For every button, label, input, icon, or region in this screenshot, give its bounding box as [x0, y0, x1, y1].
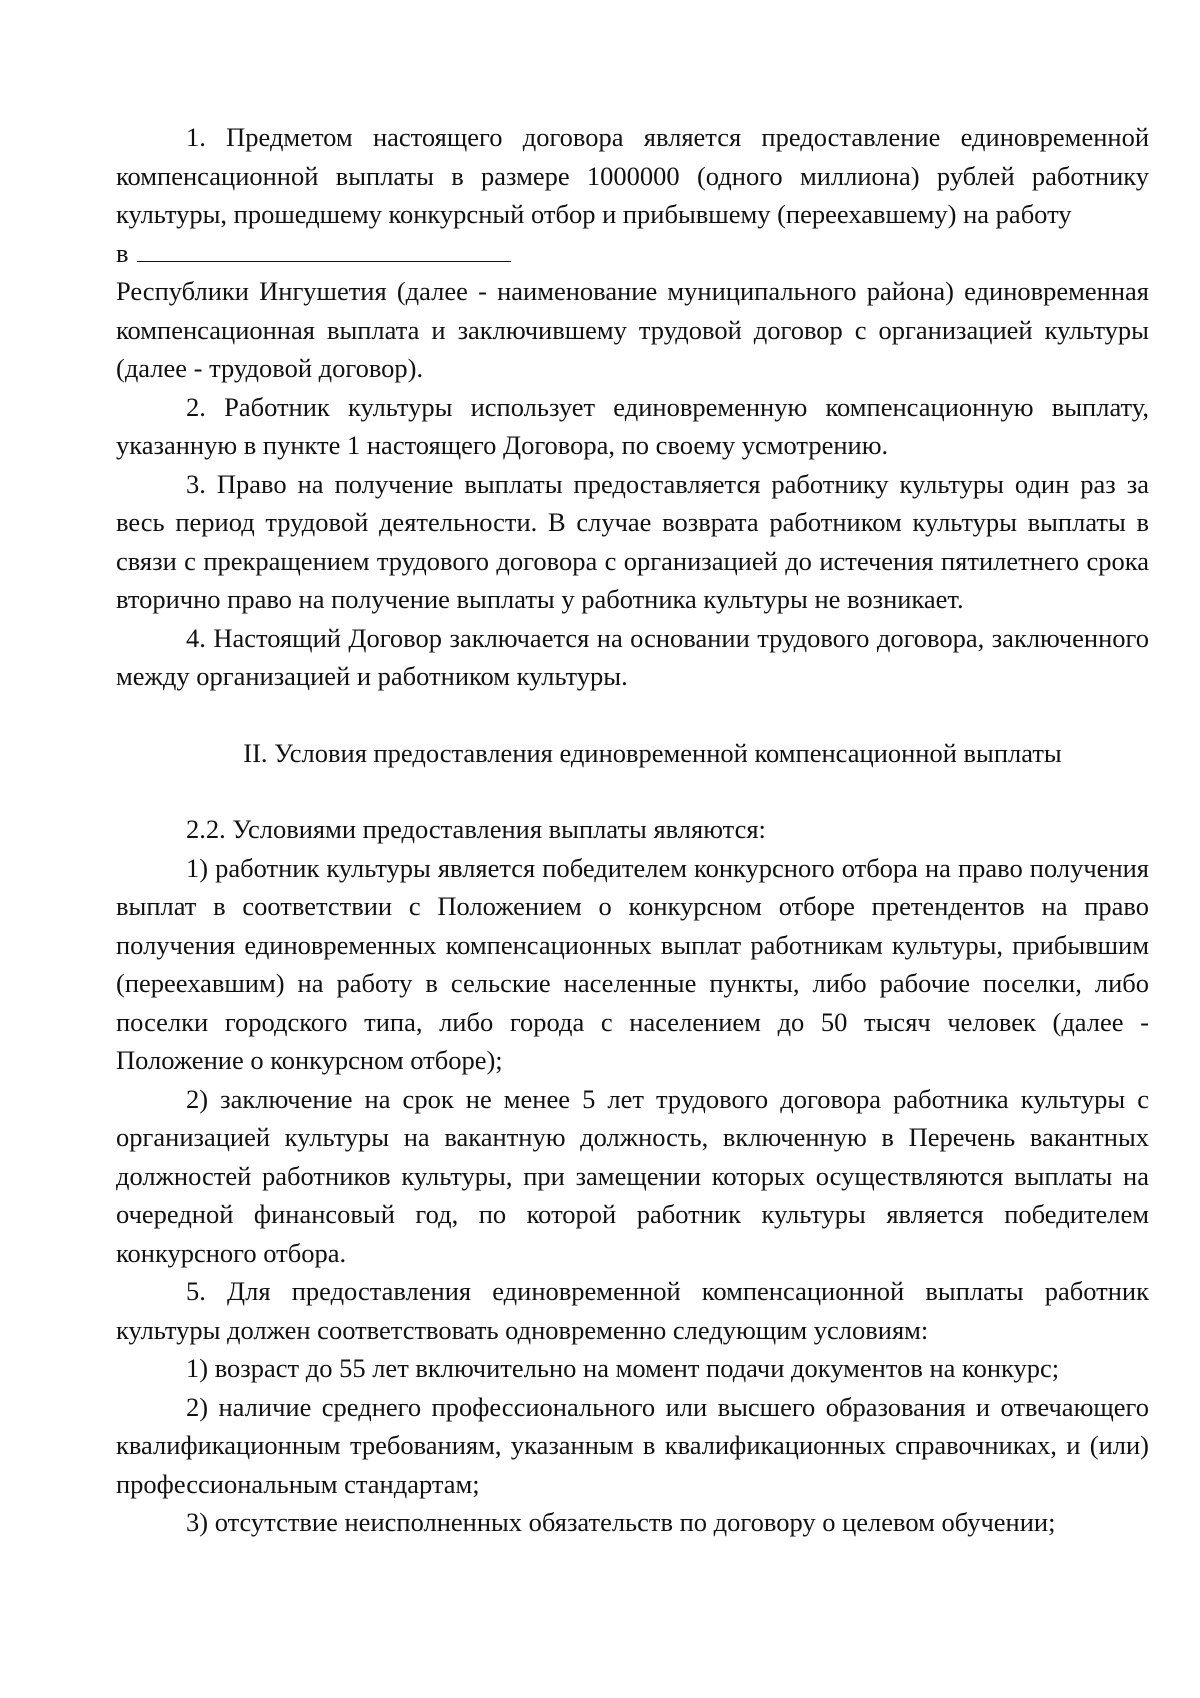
- paragraph-5: 5. Для предоставления единовременной компенсационной выплаты работник культуры должен соответствовать одновременно следующим условиям:: [116, 1276, 1149, 1345]
- paragraph-3: 3. Право на получение выплаты предоставляется работнику культуры один раз за весь период трудовой деятельности. В случае возврата работником культуры выплаты в связи с прекращением трудового договора с организацией до истечения пятилетнего срока вторично право на получение выплаты у работника культуры не возникает.: [116, 468, 1149, 614]
- paragraph-4: 4. Настоящий Договор заключается на основании трудового договора, заключенного между организацией и работником культуры.: [116, 622, 1149, 691]
- requirement-3: 3) отсутствие неисполненных обязательств по договору о целевом обучении;: [186, 1507, 1056, 1537]
- requirement-2: 2) наличие среднего профессионального или высшего образования и отвечающего квалификационным требованиям, указанным в квалификационных справочниках, и (или) профессиональным стандартам;: [116, 1391, 1149, 1499]
- paragraph-1: 1. Предметом настоящего договора является предоставление единовременной компенсационной выплаты в размере 1000000 (одного миллиона) рублей работнику культуры, прошедшему конкурсный отбор и прибывшему (переехавшему) на работу: [116, 122, 1149, 229]
- document-page: [116, 118, 1149, 1542]
- requirement-1: 1) возраст до 55 лет включительно на момент подачи документов на конкурс;: [186, 1353, 1060, 1383]
- blank-underline: [137, 235, 511, 262]
- condition-2: 2) заключение на срок не менее 5 лет трудового договора работника культуры с организацией культуры на вакантную должность, включенную в Перечень вакантных должностей работников культуры, при замещении которых осуществляются выплаты на очередной финансовый год, по которой работник культуры является победителем конкурсного отбора.: [116, 1083, 1149, 1268]
- preposition-v: в: [116, 237, 129, 268]
- paragraph-2-2: 2.2. Условиями предоставления выплаты являются:: [186, 814, 766, 844]
- paragraph-2: 2. Работник культуры использует единовременную компенсационную выплату, указанную в пункте 1 настоящего Договора, по своему усмотрению.: [116, 391, 1149, 460]
- paragraph-1-continuation: Республики Ингушетия (далее - наименование муниципального района) единовременная компенсационная выплата и заключившему трудовой договор с организацией культуры (далее - трудовой договор).: [116, 276, 1149, 383]
- paragraph-1-blank-line: [116, 234, 1149, 273]
- section-heading: II. Условия предоставления единовременной компенсационной выплаты: [243, 737, 1062, 768]
- condition-1: 1) работник культуры является победителем конкурсного отбора на право получения выплат в соответствии с Положением о конкурсном отборе претендентов на право получения единовременных компенсационных выплат работникам культуры, прибывшим (переехавшим) на работу в сельские населенные пункты, либо рабочие поселки, либо поселки городского типа, либо города с населением до 50 тысяч человек (далее - Положение о конкурсном отборе);: [116, 852, 1149, 1075]
